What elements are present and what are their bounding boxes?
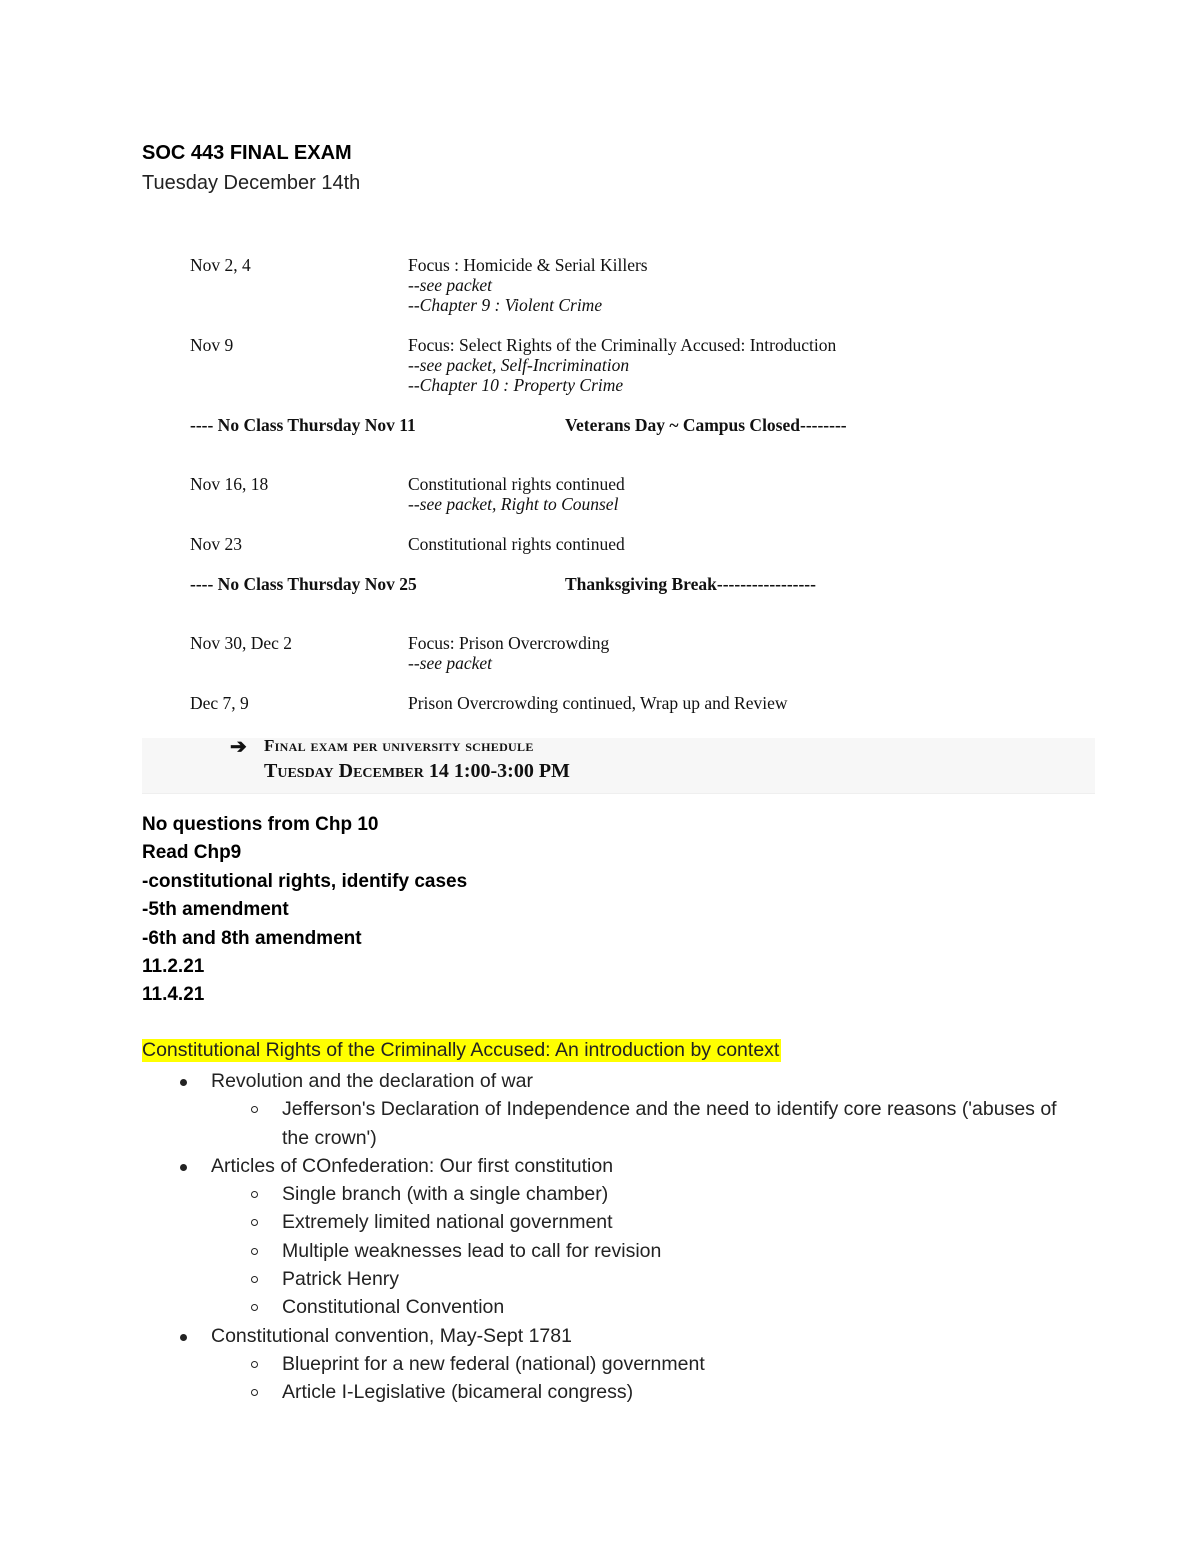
schedule-focus-text: Constitutional rights continued: [408, 534, 625, 554]
schedule-date: Nov 2, 4: [190, 255, 251, 275]
schedule-date: Nov 23: [190, 534, 243, 554]
schedule-note: --see packet, Self-Incrimination: [408, 355, 630, 375]
outline-subitem: [142, 1180, 1062, 1208]
schedule-focus: [408, 633, 1108, 673]
highlighted-section-heading: Constitutional Rights of the Criminally Accused: An introduction by context: [142, 1039, 780, 1061]
schedule-focus: [408, 255, 1108, 315]
outline-subitem: [142, 1237, 1062, 1265]
note-line: -6th and 8th amendment: [142, 927, 362, 949]
bullet-circle-icon: [251, 1276, 258, 1283]
banner-right: Thanksgiving Break-----------------: [565, 574, 816, 594]
schedule-focus: [408, 335, 1108, 395]
note-line: -constitutional rights, identify cases: [142, 870, 468, 892]
outline-item: [142, 1067, 1062, 1095]
schedule-note: --Chapter 10 : Property Crime: [408, 375, 624, 395]
outline-subitem-text: Jefferson's Declaration of Independence and the need to identify core reasons ('abuses of the crown'): [282, 1098, 1057, 1149]
study-notes: [142, 811, 467, 1010]
bullet-circle-icon: [251, 1219, 258, 1226]
outline-subitem: [142, 1265, 1062, 1293]
schedule-date: Nov 16, 18: [190, 474, 269, 494]
schedule-image: [142, 228, 1095, 794]
outline-subitem: [142, 1378, 1062, 1406]
document-subtitle: Tuesday December 14th: [142, 172, 361, 194]
schedule-focus: [408, 693, 1108, 713]
bullet-circle-icon: [251, 1389, 258, 1396]
schedule-focus-text: Focus: Prison Overcrowding: [408, 633, 610, 653]
note-line: No questions from Chp 10: [142, 814, 379, 835]
schedule-banner: [190, 415, 847, 436]
note-line: Read Chp9: [142, 842, 242, 864]
schedule-note: --see packet: [408, 653, 493, 673]
schedule-note: --see packet, Right to Counsel: [408, 494, 619, 514]
bullet-circle-icon: [251, 1248, 258, 1255]
outline-subitem-text: Constitutional Convention: [282, 1296, 505, 1319]
schedule-banner: [190, 574, 816, 595]
outline-subitem: [142, 1293, 1062, 1321]
outline-subitem: [142, 1208, 1062, 1236]
schedule-date: Nov 30, Dec 2: [190, 633, 293, 653]
schedule-focus-text: Focus : Homicide & Serial Killers: [408, 255, 648, 275]
schedule-focus-text: Focus: Select Rights of the Criminally Accused: Introduction: [408, 335, 837, 355]
outline-item: [142, 1152, 1062, 1180]
banner-right: Veterans Day ~ Campus Closed--------: [565, 415, 847, 435]
schedule-note: --see packet: [408, 275, 493, 295]
outline-subitem-text: Extremely limited national government: [282, 1211, 613, 1234]
bullet-circle-icon: [251, 1361, 258, 1368]
schedule-focus-text: Prison Overcrowding continued, Wrap up and Review: [408, 693, 788, 713]
schedule-date: Dec 7, 9: [190, 693, 249, 713]
banner-left: ---- No Class Thursday Nov 11: [190, 415, 416, 435]
outline-item-text: Revolution and the declaration of war: [211, 1070, 533, 1092]
schedule-focus-text: Constitutional rights continued: [408, 474, 625, 494]
final-exam-line1: Final exam per university schedule: [264, 736, 534, 755]
bullet-disc-icon: [180, 1079, 187, 1086]
outline-subitem: [142, 1350, 1062, 1378]
note-line: 11.2.21: [142, 956, 205, 978]
final-exam-line2: Tuesday December 14 1:00-3:00 PM: [264, 760, 570, 782]
schedule-focus: [408, 534, 1108, 554]
bullet-circle-icon: [251, 1304, 258, 1311]
arrow-right-icon: ➔: [230, 736, 247, 758]
outline-subitem-text: Article I-Legislative (bicameral congress): [282, 1381, 634, 1404]
bullet-disc-icon: [180, 1334, 187, 1341]
banner-left: ---- No Class Thursday Nov 25: [190, 574, 417, 594]
outline-subitem-text: Single branch (with a single chamber): [282, 1183, 609, 1206]
bullet-disc-icon: [180, 1164, 187, 1171]
outline-subitem: [142, 1095, 1062, 1152]
outline-subitem-text: Multiple weaknesses lead to call for revision: [282, 1239, 662, 1262]
bullet-circle-icon: [251, 1191, 258, 1198]
document-title: SOC 443 FINAL EXAM: [142, 142, 352, 164]
outline-item-text: Articles of COnfederation: Our first constitution: [211, 1154, 614, 1177]
schedule-date: Nov 9: [190, 335, 234, 355]
outline-subitem-text: Patrick Henry: [282, 1268, 400, 1291]
bullet-circle-icon: [251, 1106, 258, 1113]
outline-item-text: Constitutional convention, May-Sept 1781: [211, 1324, 572, 1347]
note-line: -5th amendment: [142, 899, 289, 921]
outline-item: [142, 1322, 1062, 1350]
note-line: 11.4.21: [142, 984, 205, 1006]
schedule-focus: [408, 474, 1108, 514]
outline-subitem-text: Blueprint for a new federal (national) government: [282, 1352, 705, 1375]
outline-list: [142, 1067, 1062, 1407]
schedule-note: --Chapter 9 : Violent Crime: [408, 295, 603, 315]
